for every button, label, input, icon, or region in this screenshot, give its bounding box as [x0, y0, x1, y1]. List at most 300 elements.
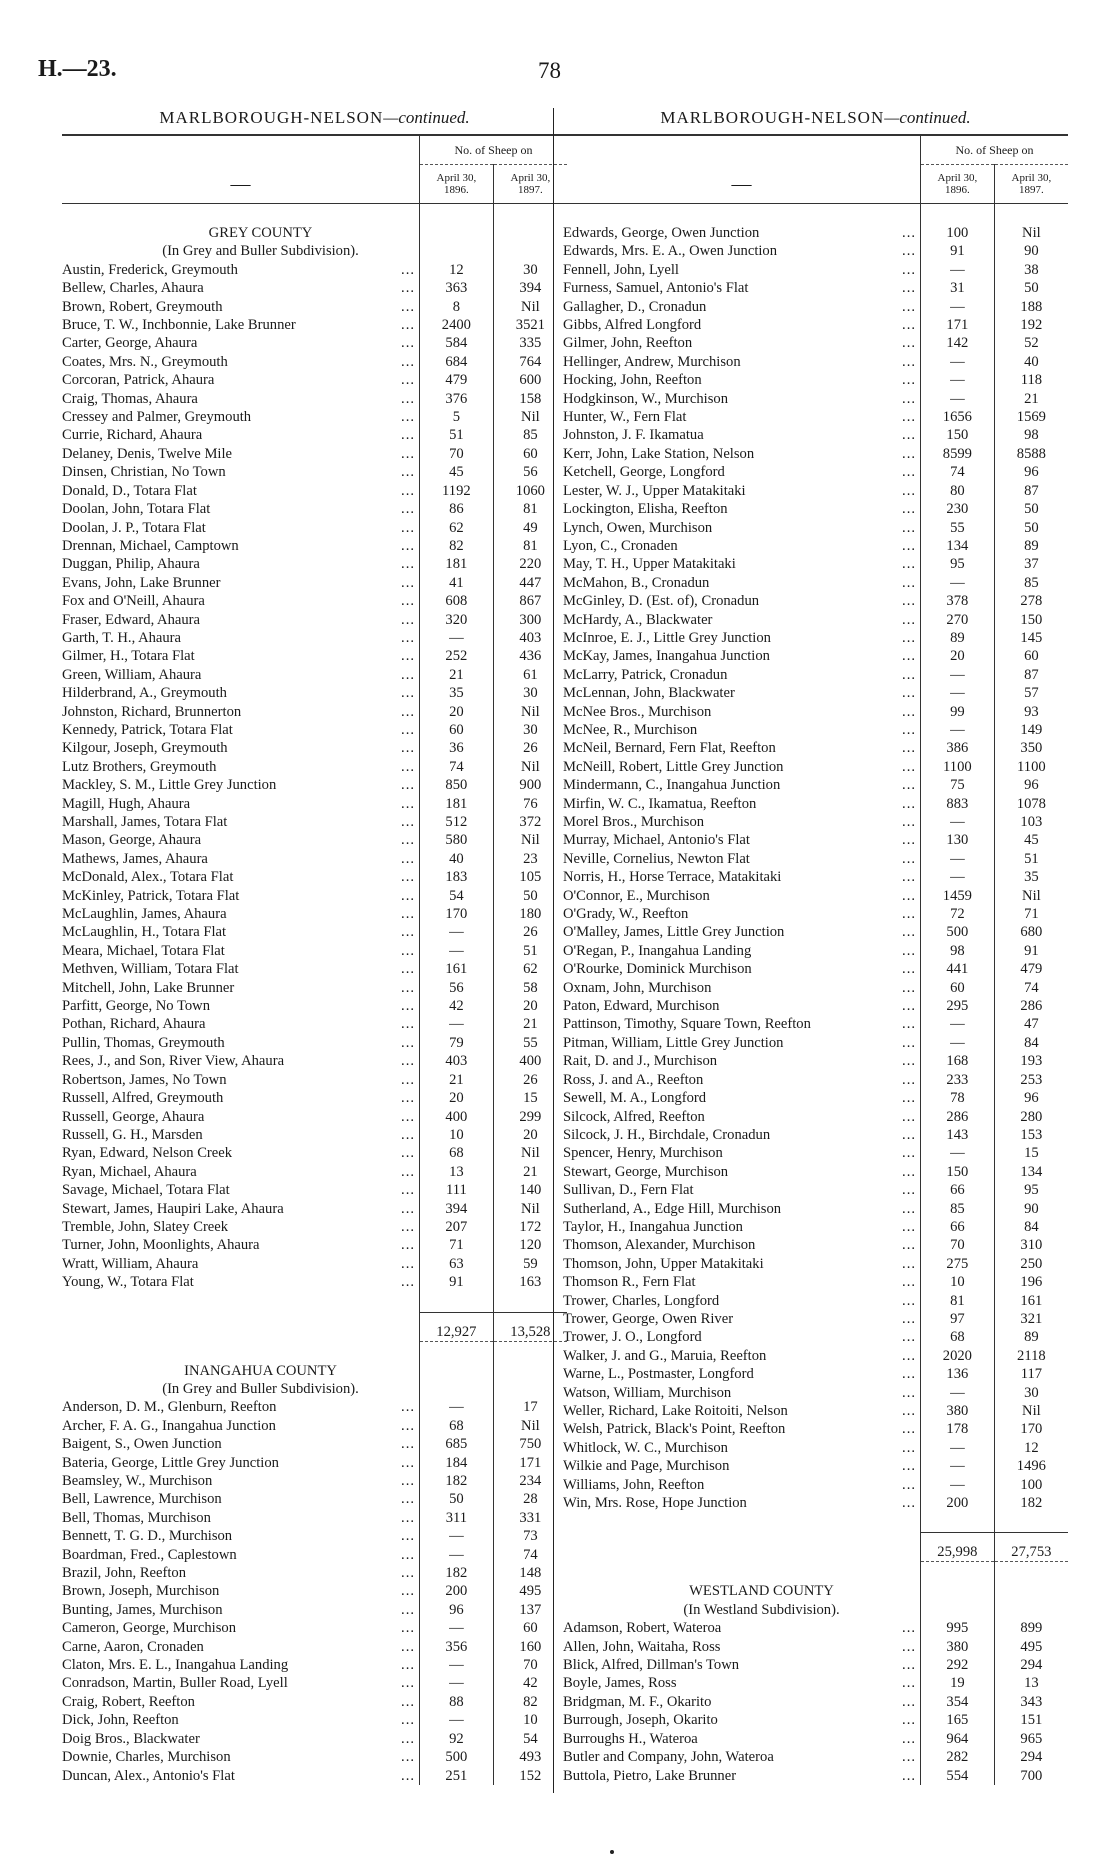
sheep-1897: 150 — [1020, 611, 1043, 628]
leader-dots: ... — [401, 1638, 415, 1655]
leader-dots: ... — [401, 1583, 415, 1600]
owner-cell — [62, 647, 420, 665]
table-row — [563, 1420, 1068, 1438]
leader-dots: ... — [902, 1693, 916, 1710]
sheep-1896: 1100 — [921, 758, 995, 776]
table-row — [563, 298, 1068, 316]
owner-cell — [62, 905, 420, 923]
table-row — [563, 979, 1068, 997]
owner-name: Trower, George, Owen River — [563, 1310, 734, 1327]
sheep-1896: 356 — [420, 1638, 494, 1656]
leader-dots: ... — [401, 1108, 415, 1125]
owner-name: McNeill, Robert, Little Grey Junction — [563, 758, 784, 775]
leader-dots: ... — [902, 1620, 916, 1637]
owner-cell — [563, 1144, 921, 1162]
table-row — [563, 371, 1068, 389]
owner-name: Russell, Alfred, Greymouth — [62, 1090, 224, 1107]
sheep-1896: — — [921, 574, 995, 592]
owner-name: Stewart, George, Murchison — [563, 1163, 729, 1180]
westland-county-subtitle-row — [563, 1601, 1068, 1619]
table-row — [62, 279, 567, 297]
sheep-1897: 20 — [523, 1126, 538, 1143]
owner-cell — [563, 1218, 921, 1236]
sheep-1896: 883 — [921, 795, 995, 813]
header-dash: — — [62, 165, 420, 204]
table-row — [62, 574, 567, 592]
sheep-1896: — — [921, 1144, 995, 1162]
table-row — [62, 666, 567, 684]
sheep-1896: 92 — [420, 1730, 494, 1748]
sheep-1897: 74 — [523, 1546, 538, 1563]
table-row — [62, 721, 567, 739]
sheep-1896: — — [420, 629, 494, 647]
owner-name: Sutherland, A., Edge Hill, Murchison — [563, 1200, 782, 1217]
owner-name: Burroughs H., Wateroa — [563, 1730, 698, 1747]
table-row — [563, 1457, 1068, 1475]
table-row — [62, 1527, 567, 1545]
leader-dots: ... — [401, 666, 415, 683]
date-1897-line2: 1897. — [1019, 184, 1044, 196]
owner-name: Ryan, Edward, Nelson Creek — [62, 1145, 233, 1162]
owner-cell — [563, 1457, 921, 1475]
sheep-1896: — — [420, 1674, 494, 1692]
sheep-1896: — — [420, 942, 494, 960]
leader-dots: ... — [902, 501, 916, 518]
leader-dots: ... — [401, 758, 415, 775]
sheep-1896: 66 — [921, 1218, 995, 1236]
owner-name: Marshall, James, Totara Flat — [62, 814, 228, 830]
spacer-cell — [62, 1292, 420, 1313]
sheep-1897: Nil — [1022, 225, 1041, 241]
sheep-1897: 49 — [523, 519, 538, 536]
owner-cell — [62, 279, 420, 297]
owner-name: Tremble, John, Slatey Creek — [62, 1218, 229, 1235]
sheep-1897: 493 — [519, 1749, 542, 1766]
spacer-cell — [994, 1562, 1068, 1583]
sheep-1896: 10 — [921, 1273, 995, 1291]
spacer-row — [563, 1512, 1068, 1533]
leader-dots: ... — [401, 1454, 415, 1471]
leader-dots: ... — [902, 1200, 916, 1217]
owner-cell — [62, 1200, 420, 1218]
spacer-cell — [994, 1512, 1068, 1533]
sheep-1896: — — [921, 813, 995, 831]
leader-dots: ... — [902, 390, 916, 407]
sheep-1897: 26 — [523, 924, 538, 941]
owner-name: Ryan, Michael, Ahaura — [62, 1163, 197, 1180]
sheep-1896: 68 — [420, 1144, 494, 1162]
table-row — [563, 905, 1068, 923]
spacer-cell — [563, 1512, 921, 1533]
sheep-1897: 120 — [519, 1237, 542, 1254]
table-row — [563, 224, 1068, 242]
table-row — [563, 353, 1068, 371]
leader-dots: ... — [401, 1528, 415, 1545]
leader-dots: ... — [401, 777, 415, 794]
sheep-1896: 143 — [921, 1126, 995, 1144]
table-row — [563, 1034, 1068, 1052]
owner-cell — [62, 1638, 420, 1656]
sheep-1896: 282 — [921, 1748, 995, 1766]
column-divider — [553, 108, 554, 1793]
leader-dots: ... — [902, 850, 916, 867]
sheep-1896: — — [921, 261, 995, 279]
owner-cell — [62, 1089, 420, 1107]
sheep-1896: 81 — [921, 1292, 995, 1310]
grey-county-subtitle-row — [62, 242, 567, 260]
owner-cell — [563, 1494, 921, 1512]
table-row — [563, 1089, 1068, 1107]
owner-cell — [563, 813, 921, 831]
sheep-1897: 331 — [519, 1509, 542, 1526]
sheep-1896: 320 — [420, 611, 494, 629]
owner-name: Delaney, Denis, Twelve Mile — [62, 445, 233, 462]
inangahua-county-subtitle-row — [62, 1380, 567, 1398]
owner-cell — [563, 482, 921, 500]
table-row — [62, 979, 567, 997]
leader-dots: ... — [401, 795, 415, 812]
table-row — [62, 1767, 567, 1785]
leader-dots: ... — [401, 556, 415, 573]
leader-dots: ... — [902, 372, 916, 389]
leader-dots: ... — [902, 1421, 916, 1438]
owner-cell — [62, 831, 420, 849]
leader-dots: ... — [401, 1509, 415, 1526]
leader-dots: ... — [902, 1730, 916, 1747]
sheep-1897: 93 — [1024, 703, 1039, 720]
owner-name: Win, Mrs. Rose, Hope Junction — [563, 1495, 747, 1512]
owner-cell — [62, 463, 420, 481]
owner-name: Downie, Charles, Murchison — [62, 1749, 231, 1766]
sheep-1896: 183 — [420, 868, 494, 886]
sheep-1897: 750 — [519, 1436, 542, 1453]
owner-cell — [563, 519, 921, 537]
sheep-1896: 55 — [921, 519, 995, 537]
table-row — [62, 463, 567, 481]
sheep-1897: 10 — [523, 1712, 538, 1729]
owner-cell — [62, 850, 420, 868]
sheep-1896: 72 — [921, 905, 995, 923]
empty-cell — [493, 1380, 567, 1398]
sheep-1896: 60 — [420, 721, 494, 739]
sheep-1897: 89 — [1024, 1329, 1039, 1346]
table-row — [62, 482, 567, 500]
owner-name: Ketchell, George, Longford — [563, 464, 725, 481]
table-row — [62, 1730, 567, 1748]
leader-dots: ... — [401, 574, 415, 591]
owner-cell — [62, 1181, 420, 1199]
owner-cell — [62, 887, 420, 905]
leader-dots: ... — [401, 1255, 415, 1272]
owner-name: Duggan, Philip, Ahaura — [62, 556, 200, 573]
sheep-1897: 23 — [523, 850, 538, 867]
owner-cell — [563, 1126, 921, 1144]
owner-cell — [563, 1328, 921, 1346]
owner-cell — [563, 279, 921, 297]
owner-cell — [62, 1417, 420, 1435]
owner-cell — [62, 721, 420, 739]
spacer-cell — [62, 204, 420, 225]
total-label-blank — [563, 1533, 921, 1562]
sheep-1897: 60 — [523, 1620, 538, 1637]
date-1896-header — [420, 165, 494, 204]
date-1896-line1: April 30, — [937, 172, 978, 184]
owner-name: Lyon, C., Cronaden — [563, 537, 678, 554]
sheep-1896: 400 — [420, 1108, 494, 1126]
empty-cell — [420, 242, 494, 260]
sheep-1896: 286 — [921, 1108, 995, 1126]
inangahua-county-title-row — [62, 1362, 567, 1380]
sheep-1896: — — [420, 923, 494, 941]
leader-dots: ... — [401, 335, 415, 352]
owner-name: Murray, Michael, Antonio's Flat — [563, 832, 750, 849]
spacer-row — [563, 1562, 1068, 1583]
leader-dots: ... — [401, 1399, 415, 1416]
leader-dots: ... — [401, 1657, 415, 1674]
total-row — [62, 1312, 567, 1341]
sheep-1896: 12 — [420, 261, 494, 279]
leader-dots: ... — [902, 317, 916, 334]
sheep-1896: — — [921, 1457, 995, 1475]
owner-cell — [62, 1144, 420, 1162]
owner-cell — [563, 739, 921, 757]
table-row — [563, 1384, 1068, 1402]
table-row — [62, 390, 567, 408]
leader-dots: ... — [401, 721, 415, 738]
date-1897-header — [493, 165, 567, 204]
sheep-1896: — — [921, 1439, 995, 1457]
leader-dots: ... — [401, 703, 415, 720]
owner-name: Johnston, Richard, Brunnerton — [62, 703, 242, 720]
leader-dots: ... — [902, 703, 916, 720]
spacer-row — [62, 204, 567, 225]
table-row — [563, 1711, 1068, 1729]
sheep-1897: Nil — [521, 409, 540, 426]
owner-cell — [563, 923, 921, 941]
sheep-1897: 58 — [523, 979, 538, 996]
table-row — [62, 537, 567, 555]
sheep-1896: — — [921, 1015, 995, 1033]
sheep-1897: 343 — [1020, 1693, 1043, 1710]
leader-dots: ... — [401, 1436, 415, 1453]
owner-cell — [563, 1236, 921, 1254]
table-row — [563, 1748, 1068, 1766]
sheep-1897: 152 — [519, 1767, 542, 1784]
sheep-1897: 400 — [519, 1053, 542, 1070]
leader-dots: ... — [902, 1108, 916, 1125]
owner-cell — [62, 1674, 420, 1692]
table-row — [563, 261, 1068, 279]
table-row — [62, 555, 567, 573]
sheep-1896: 66 — [921, 1181, 995, 1199]
owner-name: O'Rourke, Dominick Murchison — [563, 961, 752, 978]
sheep-1897: 280 — [1020, 1108, 1043, 1125]
sheep-1896: — — [921, 298, 995, 316]
owner-name: Lester, W. J., Upper Matakitaki — [563, 482, 746, 499]
leader-dots: ... — [902, 1274, 916, 1291]
owner-name: Gilmer, John, Reefton — [563, 335, 693, 352]
owner-cell — [62, 997, 420, 1015]
sheep-1896: 20 — [420, 703, 494, 721]
leader-dots: ... — [902, 942, 916, 959]
leader-dots: ... — [902, 1053, 916, 1070]
sheep-1897: 15 — [523, 1090, 538, 1107]
sheep-1897: 90 — [1024, 1200, 1039, 1217]
owner-cell — [62, 537, 420, 555]
table-row — [62, 353, 567, 371]
sheep-1897: 1060 — [515, 482, 545, 499]
owner-cell — [563, 776, 921, 794]
sheep-1897: 71 — [1024, 906, 1039, 923]
owner-cell — [62, 1582, 420, 1600]
leader-dots: ... — [902, 1218, 916, 1235]
empty-cell — [420, 1362, 494, 1380]
owner-name: Baigent, S., Owen Junction — [62, 1436, 222, 1453]
owner-name: Doolan, John, Totara Flat — [62, 501, 211, 518]
owner-cell — [62, 629, 420, 647]
table-row — [62, 942, 567, 960]
leader-dots: ... — [401, 685, 415, 702]
leader-dots: ... — [902, 1712, 916, 1729]
sheep-1896: 608 — [420, 592, 494, 610]
owner-cell — [563, 666, 921, 684]
owner-name: Hilderbrand, A., Greymouth — [62, 685, 227, 702]
owner-name: Doolan, J. P., Totara Flat — [62, 519, 206, 536]
sheep-1897: 105 — [519, 869, 542, 886]
sheep-1897: 3521 — [515, 317, 545, 334]
owner-name: Mathews, James, Ahaura — [62, 850, 208, 867]
owner-name: Drennan, Michael, Camptown — [62, 537, 239, 554]
sheep-1897: 171 — [519, 1454, 542, 1471]
owner-cell — [563, 1420, 921, 1438]
owner-name: Johnston, J. F. Ikamatua — [563, 427, 704, 444]
table-row — [62, 629, 567, 647]
owner-name: Boardman, Fred., Caplestown — [62, 1546, 237, 1563]
leader-dots: ... — [401, 1016, 415, 1033]
owner-name: McDonald, Alex., Totara Flat — [62, 869, 234, 886]
sheep-1896: 1459 — [921, 887, 995, 905]
sheep-1897: 965 — [1020, 1730, 1043, 1747]
leader-dots: ... — [401, 1491, 415, 1508]
table-row — [563, 942, 1068, 960]
leader-dots: ... — [401, 519, 415, 536]
owner-name: Currie, Richard, Ahaura — [62, 427, 203, 444]
owner-name: Parfitt, George, No Town — [62, 998, 211, 1015]
table-row — [62, 703, 567, 721]
leader-dots: ... — [401, 501, 415, 518]
table-row — [62, 1071, 567, 1089]
sheep-1897: 250 — [1020, 1255, 1043, 1272]
sheep-1896: 99 — [921, 703, 995, 721]
spacer-cell — [493, 1292, 567, 1313]
owner-cell — [563, 684, 921, 702]
table-row — [563, 1163, 1068, 1181]
owner-name: Russell, G. H., Marsden — [62, 1126, 203, 1143]
leader-dots: ... — [401, 298, 415, 315]
sheep-1896: 378 — [921, 592, 995, 610]
owner-cell — [563, 445, 921, 463]
sheep-1896: 5 — [420, 408, 494, 426]
sheep-1897: 57 — [1024, 685, 1039, 702]
leader-dots: ... — [902, 721, 916, 738]
leader-dots: ... — [401, 427, 415, 444]
leader-dots: ... — [902, 335, 916, 352]
sheep-1897: 436 — [519, 648, 542, 665]
owner-cell — [563, 1015, 921, 1033]
leader-dots: ... — [401, 1767, 415, 1784]
owner-name: Gallagher, D., Cronadun — [563, 298, 707, 315]
sheep-1896: 68 — [921, 1328, 995, 1346]
owner-cell — [62, 739, 420, 757]
owner-name: Russell, George, Ahaura — [62, 1108, 205, 1125]
leader-dots: ... — [902, 1310, 916, 1327]
owner-name: McNee Bros., Murchison — [563, 703, 712, 720]
spacer-cell — [493, 204, 567, 225]
owner-cell — [62, 1236, 420, 1254]
sheep-1896: — — [921, 850, 995, 868]
leader-dots: ... — [902, 243, 916, 260]
owner-cell — [563, 426, 921, 444]
sheep-1896: 363 — [420, 279, 494, 297]
owner-cell — [62, 1472, 420, 1490]
sheep-1896: 380 — [921, 1638, 995, 1656]
table-row — [62, 1398, 567, 1416]
sheep-1897: 30 — [523, 261, 538, 278]
owner-name: Conradson, Martin, Buller Road, Lyell — [62, 1675, 288, 1692]
table-row — [62, 611, 567, 629]
owner-name: Craig, Thomas, Ahaura — [62, 390, 198, 407]
sheep-1897: 170 — [1020, 1421, 1043, 1438]
table-row — [563, 537, 1068, 555]
empty-cell — [420, 224, 494, 242]
leader-dots: ... — [902, 906, 916, 923]
owner-cell — [62, 1398, 420, 1416]
sheep-1896: 170 — [420, 905, 494, 923]
sheep-1897: 158 — [519, 390, 542, 407]
owner-cell — [62, 666, 420, 684]
sheep-1896: — — [420, 1619, 494, 1637]
owner-cell — [563, 1034, 921, 1052]
leader-dots: ... — [902, 537, 916, 554]
table-row — [62, 1674, 567, 1692]
table-row — [62, 1034, 567, 1052]
leader-dots: ... — [401, 409, 415, 426]
table-row — [563, 1181, 1068, 1199]
table-row — [62, 1601, 567, 1619]
sheep-1897: 82 — [523, 1693, 538, 1710]
total-1897: 27,753 — [994, 1533, 1068, 1562]
leader-dots: ... — [902, 574, 916, 591]
sheep-1896: 71 — [420, 1236, 494, 1254]
westland-county-title-row — [563, 1582, 1068, 1600]
table-row — [62, 1144, 567, 1162]
table-row — [563, 1015, 1068, 1033]
leader-dots: ... — [902, 261, 916, 278]
table-row — [62, 1509, 567, 1527]
owner-name: Bell, Lawrence, Murchison — [62, 1491, 222, 1508]
sheep-1897: 13 — [1024, 1675, 1039, 1692]
leader-dots: ... — [902, 1182, 916, 1199]
sheep-1896: 181 — [420, 795, 494, 813]
owner-name: Burrough, Joseph, Okarito — [563, 1712, 718, 1729]
owner-name: Morel Bros., Murchison — [563, 814, 705, 830]
sheep-1897: 45 — [1024, 832, 1039, 849]
total-label-blank — [62, 1312, 420, 1341]
leader-dots: ... — [401, 1182, 415, 1199]
owner-name: McKinley, Patrick, Totara Flat — [62, 887, 240, 904]
owner-cell — [563, 1089, 921, 1107]
table-row — [62, 776, 567, 794]
